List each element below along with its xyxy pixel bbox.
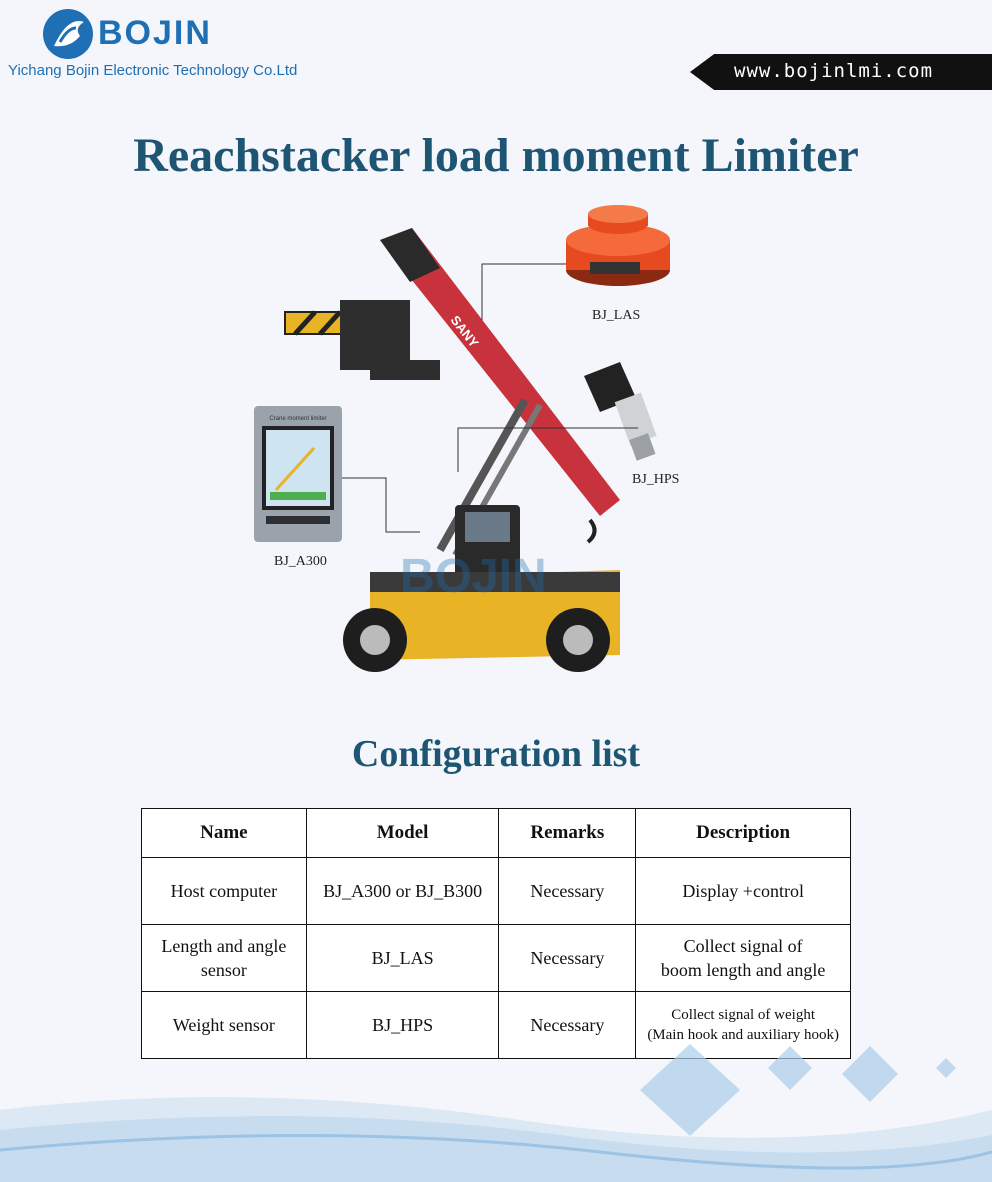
cell-name: Host computer bbox=[142, 858, 307, 925]
logo-wordmark: BOJIN bbox=[98, 14, 212, 52]
company-name: Yichang Bojin Electronic Technology Co.Ltd bbox=[8, 62, 298, 79]
diamond-shape bbox=[936, 1058, 956, 1078]
a300-leader-line bbox=[342, 478, 420, 532]
las-leader-line bbox=[482, 264, 566, 320]
description-line: boom length and angle bbox=[660, 960, 826, 980]
table-row bbox=[142, 858, 851, 925]
company-logo bbox=[40, 6, 240, 66]
description-line: (Main hook and auxiliary hook) bbox=[647, 1027, 839, 1043]
header-model: Model bbox=[306, 809, 499, 858]
config-title: Configuration list bbox=[351, 733, 641, 775]
a300-display-image bbox=[254, 406, 342, 542]
header-description: Description bbox=[636, 809, 851, 858]
diamond-shape bbox=[640, 1044, 740, 1136]
boom-brand: SANY bbox=[447, 312, 482, 351]
table-row bbox=[142, 925, 851, 992]
hps-label: BJ_HPS bbox=[632, 472, 680, 487]
cell-remarks: Necessary bbox=[499, 992, 636, 1059]
las-label: BJ_LAS bbox=[592, 308, 641, 323]
cell-model: BJ_LAS bbox=[306, 925, 499, 992]
cell-description bbox=[636, 858, 851, 925]
display-title: Crane moment limiter bbox=[269, 416, 327, 422]
diamond-shape bbox=[768, 1046, 812, 1090]
cell-description bbox=[636, 925, 851, 992]
diamond-shape bbox=[842, 1046, 898, 1102]
header-name: Name bbox=[142, 809, 307, 858]
cell-name: Length and angle sensor bbox=[142, 925, 307, 992]
website-link[interactable]: www.bojinlmi.com bbox=[734, 60, 934, 82]
hps-sensor-image bbox=[584, 362, 657, 461]
config-table bbox=[141, 808, 851, 1059]
cell-model: BJ_HPS bbox=[306, 992, 499, 1059]
watermark-logo: BOJIN bbox=[400, 550, 547, 603]
description-line: Display +control bbox=[682, 881, 804, 901]
las-sensor-image bbox=[566, 205, 670, 286]
footer-wave-decoration bbox=[0, 1040, 992, 1182]
description-line: Collect signal of bbox=[683, 936, 803, 956]
description-line: Collect signal of weight bbox=[671, 1007, 815, 1023]
cell-remarks: Necessary bbox=[499, 925, 636, 992]
reachstacker-illustration bbox=[240, 200, 760, 700]
cell-name: Weight sensor bbox=[142, 992, 307, 1059]
header-remarks: Remarks bbox=[499, 809, 636, 858]
a300-label: BJ_A300 bbox=[274, 554, 327, 569]
table-header-row bbox=[142, 809, 851, 858]
cell-remarks: Necessary bbox=[499, 858, 636, 925]
page-title: Reachstacker load moment Limiter bbox=[133, 129, 859, 182]
cell-model: BJ_A300 or BJ_B300 bbox=[306, 858, 499, 925]
bojin-logo-icon bbox=[40, 6, 96, 62]
